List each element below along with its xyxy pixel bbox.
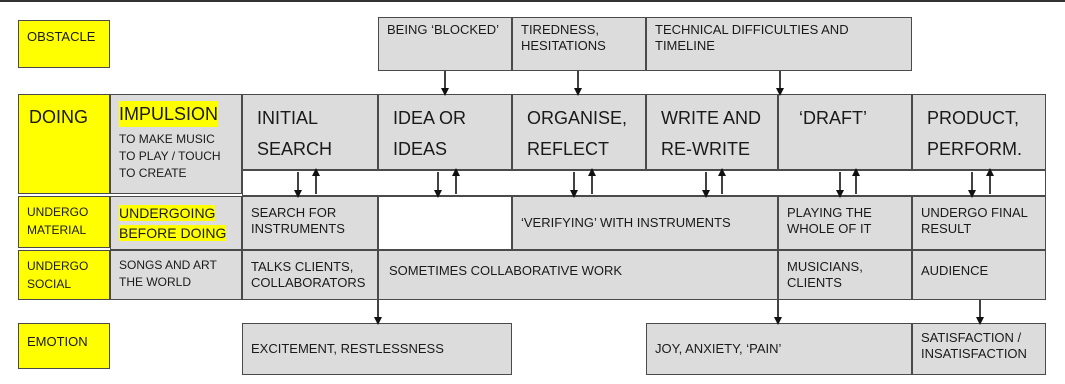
impulsion-title: IMPULSION	[119, 101, 218, 127]
obstacle-tiredness: TIREDNESS, HESITATIONS	[512, 17, 646, 71]
stage-draft: ‘DRAFT’	[778, 94, 912, 170]
stage-idea-or-ideas: IDEA OR IDEAS	[378, 94, 512, 170]
social-head: SONGS AND ART THE WORLD	[110, 250, 242, 300]
emotion-satisfaction: SATISFACTION / INSATISFACTION	[912, 323, 1046, 375]
impulsion-text: TO MAKE MUSIC TO PLAY / TOUCH TO CREATE	[119, 132, 221, 180]
row-label-doing: DOING	[18, 94, 110, 194]
social-audience: AUDIENCE	[912, 250, 1046, 300]
social-talks: TALKS CLIENTS, COLLABORATORS	[242, 250, 378, 300]
material-final-result: UNDERGO FINAL RESULT	[912, 196, 1046, 250]
obstacle-blocked: BEING ‘BLOCKED’	[378, 17, 512, 71]
material-playing-whole: PLAYING THE WHOLE OF IT	[778, 196, 912, 250]
stage-product-perform: PRODUCT, PERFORM.	[912, 94, 1046, 170]
social-musicians: MUSICIANS, CLIENTS	[778, 250, 912, 300]
obstacle-technical: TECHNICAL DIFFICULTIES AND TIMELINE	[646, 17, 912, 71]
row-label-undergo-social: UNDERGO SOCIAL	[18, 250, 110, 300]
stage-organise-reflect: ORGANISE, REFLECT	[512, 94, 646, 170]
material-head-text: UNDERGOING BEFORE DOING	[119, 205, 227, 241]
emotion-excitement: EXCITEMENT, RESTLESSNESS	[242, 323, 512, 375]
row-label-emotion: EMOTION	[18, 323, 110, 369]
material-verifying: ‘VERIFYING’ WITH INSTRUMENTS	[512, 196, 778, 250]
emotion-joy: JOY, ANXIETY, ‘PAIN’	[646, 323, 912, 375]
stage-write-rewrite: WRITE AND RE-WRITE	[646, 94, 778, 170]
row-label-undergo-material: UNDERGO MATERIAL	[18, 196, 110, 248]
social-collaborative: SOMETIMES COLLABORATIVE WORK	[378, 250, 778, 300]
row-label-obstacle: OBSTACLE	[18, 20, 110, 68]
material-search-instruments: SEARCH FOR INSTRUMENTS	[242, 196, 378, 250]
stage-initial-search: INITIAL SEARCH	[242, 94, 378, 170]
